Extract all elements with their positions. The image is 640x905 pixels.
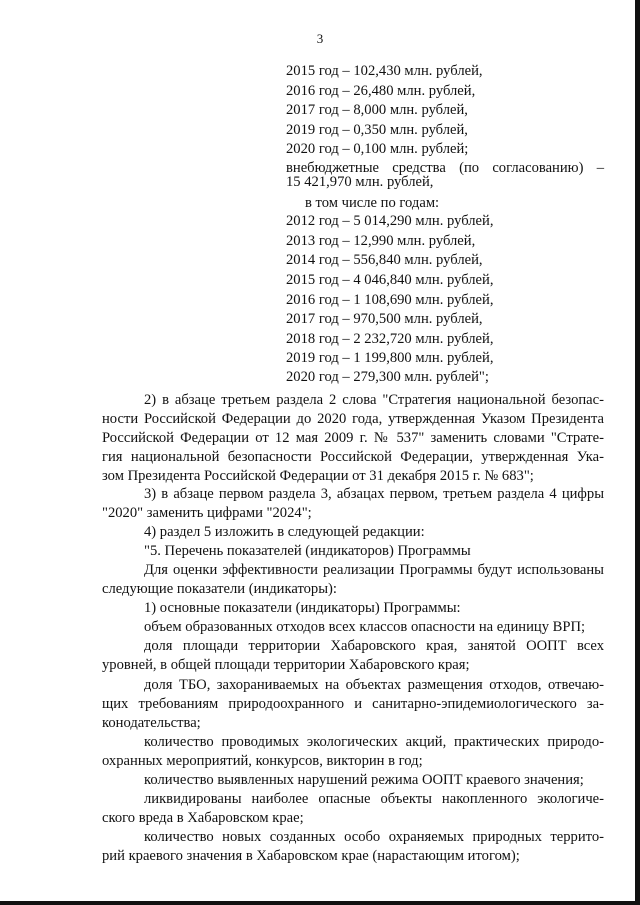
indicator-line: охранных мероприятий, конкурсов, викторин в год;	[102, 753, 423, 769]
year-line: 2017 год – 970,500 млн. рублей,	[286, 311, 483, 327]
paragraph-line: 1) основные показатели (индикаторы) Программы:	[144, 600, 461, 616]
indicator-line: ского вреда в Хабаровском крае;	[102, 810, 304, 826]
year-line: 2015 год – 4 046,840 млн. рублей,	[286, 272, 494, 288]
budget-line: 2017 год – 8,000 млн. рублей,	[286, 102, 468, 118]
indicator-line: ликвидированы наиболее опасные объекты накопленного экологиче-	[144, 791, 604, 807]
scan-edge-right	[635, 0, 640, 905]
paragraph-line: Для оценки эффективности реализации Программы будут использованы	[144, 562, 604, 578]
year-line: 2020 год – 279,300 млн. рублей";	[286, 369, 489, 385]
indicator-line: щих требованиям природоохранного и санитарно-эпидемиологического за-	[102, 696, 604, 712]
indicator-line: рий краевого значения в Хабаровском крае (нарастающим итогом);	[102, 848, 520, 864]
year-line: 2019 год – 1 199,800 млн. рублей,	[286, 350, 494, 366]
paragraph-line: Российской Федерации от 12 мая 2009 г. № 537" заменить словами "Страте-	[102, 430, 604, 446]
year-line: 2016 год – 1 108,690 млн. рублей,	[286, 292, 494, 308]
paragraph-line: ности Российской Федерации до 2020 года, утвержденная Указом Президента	[102, 411, 604, 427]
paragraph-line: "2020" заменить цифрами "2024";	[102, 505, 312, 521]
budget-line: 2015 год – 102,430 млн. рублей,	[286, 63, 483, 79]
year-line: 2018 год – 2 232,720 млн. рублей,	[286, 331, 494, 347]
year-line: 2014 год – 556,840 млн. рублей,	[286, 252, 483, 268]
paragraph-line: зом Президента Российской Федерации от 31 декабря 2015 г. № 683";	[102, 468, 534, 484]
budget-line: 2020 год – 0,100 млн. рублей;	[286, 141, 469, 157]
budget-line: 2019 год – 0,350 млн. рублей,	[286, 122, 468, 138]
indicator-line: количество выявленных нарушений режима ООПТ краевого значения;	[144, 772, 584, 788]
paragraph-line: 4) раздел 5 изложить в следующей редакции:	[144, 524, 425, 540]
extrabudget-total: 15 421,970 млн. рублей,	[286, 174, 434, 190]
indicator-line: количество новых созданных особо охраняемых природных террито-	[144, 829, 604, 845]
indicator-line: конодательства;	[102, 715, 201, 731]
budget-line: 2016 год – 26,480 млн. рублей,	[286, 83, 476, 99]
paragraph-line: 2) в абзаце третьем раздела 2 слова "Стратегия национальной безопас-	[144, 392, 604, 408]
by-years-label: в том числе по годам:	[305, 195, 440, 211]
paragraph-line: 3) в абзаце первом раздела 3, абзацах первом, третьем раздела 4 цифры	[144, 486, 604, 502]
indicator-line: объем образованных отходов всех классов опасности на единицу ВРП;	[144, 619, 586, 635]
year-line: 2012 год – 5 014,290 млн. рублей,	[286, 213, 494, 229]
page-number: 3	[316, 31, 324, 46]
paragraph-line: следующие показатели (индикаторы):	[102, 581, 337, 597]
year-line: 2013 год – 12,990 млн. рублей,	[286, 233, 476, 249]
scan-edge-bottom	[0, 901, 640, 905]
indicator-line: доля площади территории Хабаровского края, занятой ООПТ всех	[144, 638, 604, 654]
section-heading: "5. Перечень показателей (индикаторов) Программы	[144, 543, 471, 559]
indicator-line: доля ТБО, захораниваемых на объектах размещения отходов, отвечаю-	[144, 677, 604, 693]
paragraph-line: гия национальной безопасности Российской Федерации, утвержденная Ука-	[102, 449, 604, 465]
extrabudget-line: внебюджетные средства (по согласованию) –	[286, 160, 604, 176]
indicator-line: количество проводимых экологических акций, практических природо-	[144, 734, 604, 750]
indicator-line: уровней, в общей площади территории Хабаровского края;	[102, 657, 470, 673]
